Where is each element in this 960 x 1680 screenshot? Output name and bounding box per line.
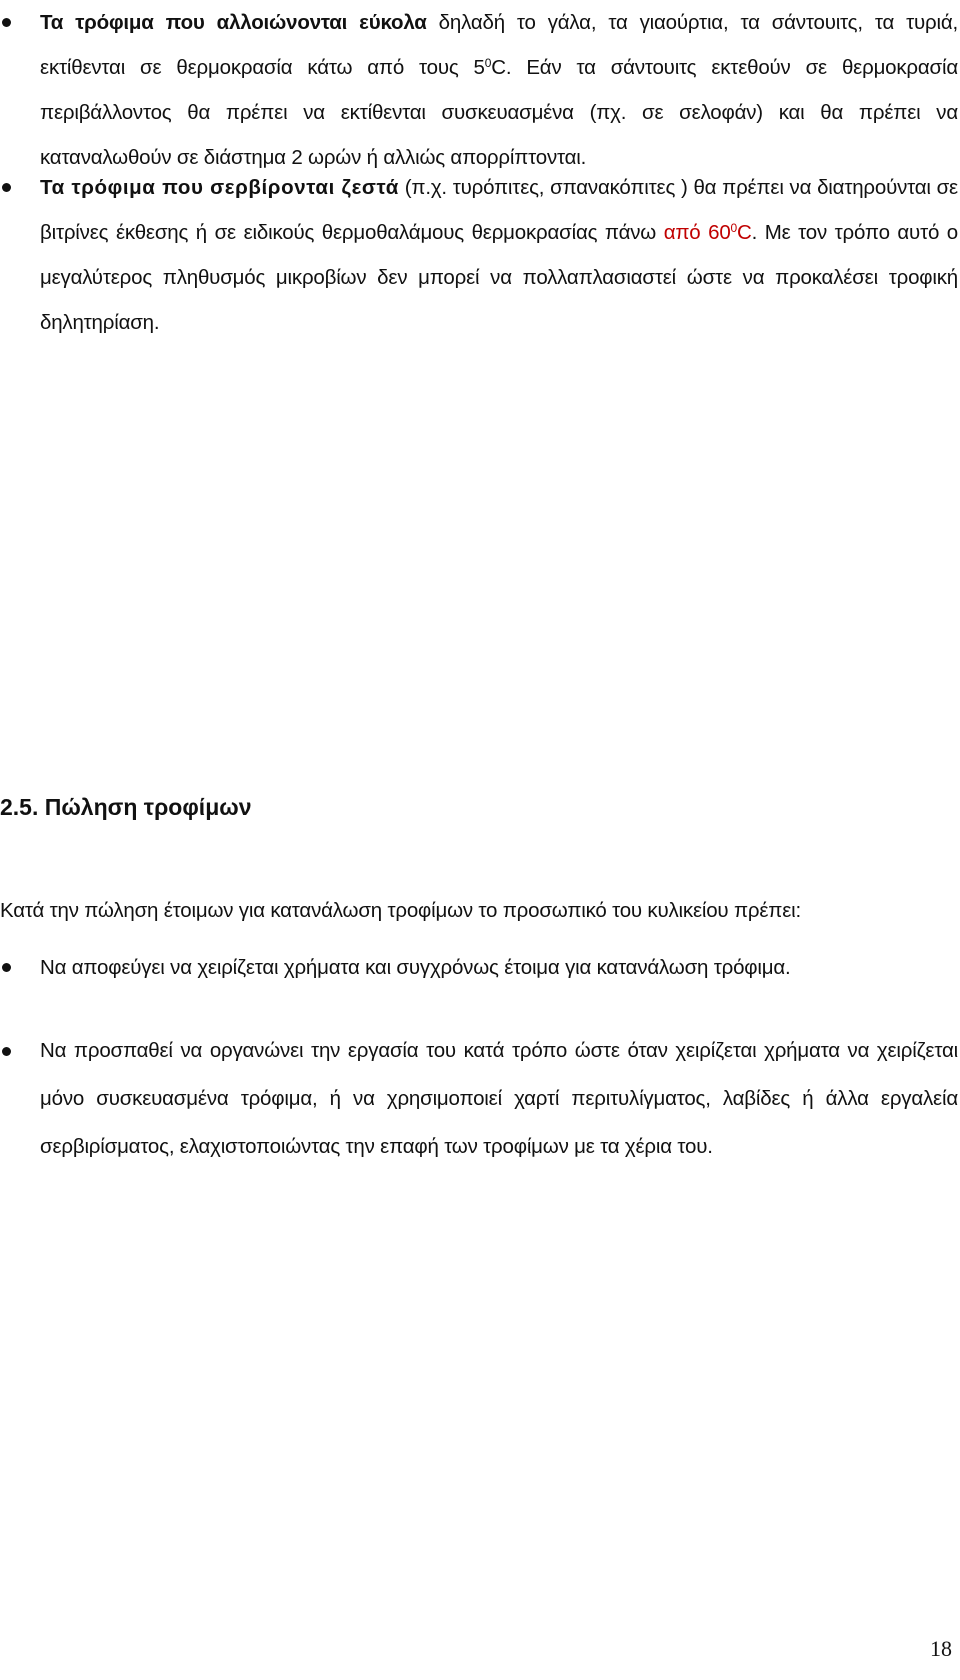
- bullet-organize-work: [40, 1027, 958, 1171]
- section-heading: 2.5. Πώληση τροφίμων: [0, 794, 252, 820]
- bullet-perishable-foods: [40, 0, 958, 180]
- page-number: 18: [930, 1636, 952, 1661]
- bullet-text-continued: C. Εάν τα σάντουιτς εκτεθούν σε θερμοκρασία περιβάλλοντος θα πρέπει να εκτίθενται συσκευασμένα (πχ. σε σελοφάν) και θα πρέπει να καταναλωθούν σε διάστημα 2 ωρών ή αλλιώς απορρίπτονται.: [40, 56, 959, 169]
- bullet-text: Να προσπαθεί να οργανώνει την εργασία του κατά τρόπο ώστε όταν χειρίζεται χρήματα να χειρίζεται μόνο συσκευασμένα τρόφιμα, ή να χρησιμοποιεί χαρτί περιτυλίγματος, λαβίδες ή άλλα εργαλεία σερβιρίσματος, ελαχιστοποιώντας την επαφή των τροφίμων με τα χέρια του.: [40, 1039, 958, 1158]
- bullet-dot-icon: [2, 183, 11, 192]
- bullet-dot-icon: [2, 18, 11, 27]
- bullet-bold-lead: Τα τρόφιμα που αλλοιώνονται εύκολα: [40, 11, 427, 34]
- bullet-avoid-money: [40, 945, 958, 990]
- bullet-text: δηλαδή το γάλα, τα γιαούρτια, τα σάντουιτς, τα τυριά, εκτίθενται σε θερμοκρασία κάτω από τους 5: [40, 11, 958, 79]
- bullet-text-continued: . Με τον τρόπο αυτό ο μεγαλύτερος πληθυσμός μικροβίων δεν μπορεί να πολλαπλασιαστεί ώστε να προκαλέσει τροφική δηλητηρίαση.: [40, 221, 958, 334]
- bullet-bold-lead: Τα τρόφιμα που σερβίρονται ζεστά: [40, 176, 399, 199]
- bullet-dot-icon: [2, 1047, 11, 1056]
- degree-sup: 0: [730, 221, 738, 235]
- celsius-letter: C: [737, 221, 752, 244]
- bullet-text: Να αποφεύγει να χειρίζεται χρήματα και συγχρόνως έτοιμα για κατανάλωση τρόφιμα.: [40, 956, 791, 979]
- bullet-dot-icon: [2, 963, 11, 972]
- section-intro: Κατά την πώληση έτοιμων για κατανάλωση τροφίμων το προσωπικό του κυλικείου πρέπει:: [0, 899, 802, 922]
- bullet-hot-foods: [40, 165, 958, 345]
- degree-sup: 0: [484, 56, 492, 70]
- highlighted-text: από 60: [663, 221, 731, 244]
- bullet-text: (π.χ. τυρόπιτες, σπανακόπιτες ) θα πρέπει να διατηρούνται σε βιτρίνες έκθεσης ή σε ειδικούς θερμοθαλάμους θερμοκρασίας πάνω: [40, 176, 958, 244]
- highlighted-temperature: [664, 221, 752, 244]
